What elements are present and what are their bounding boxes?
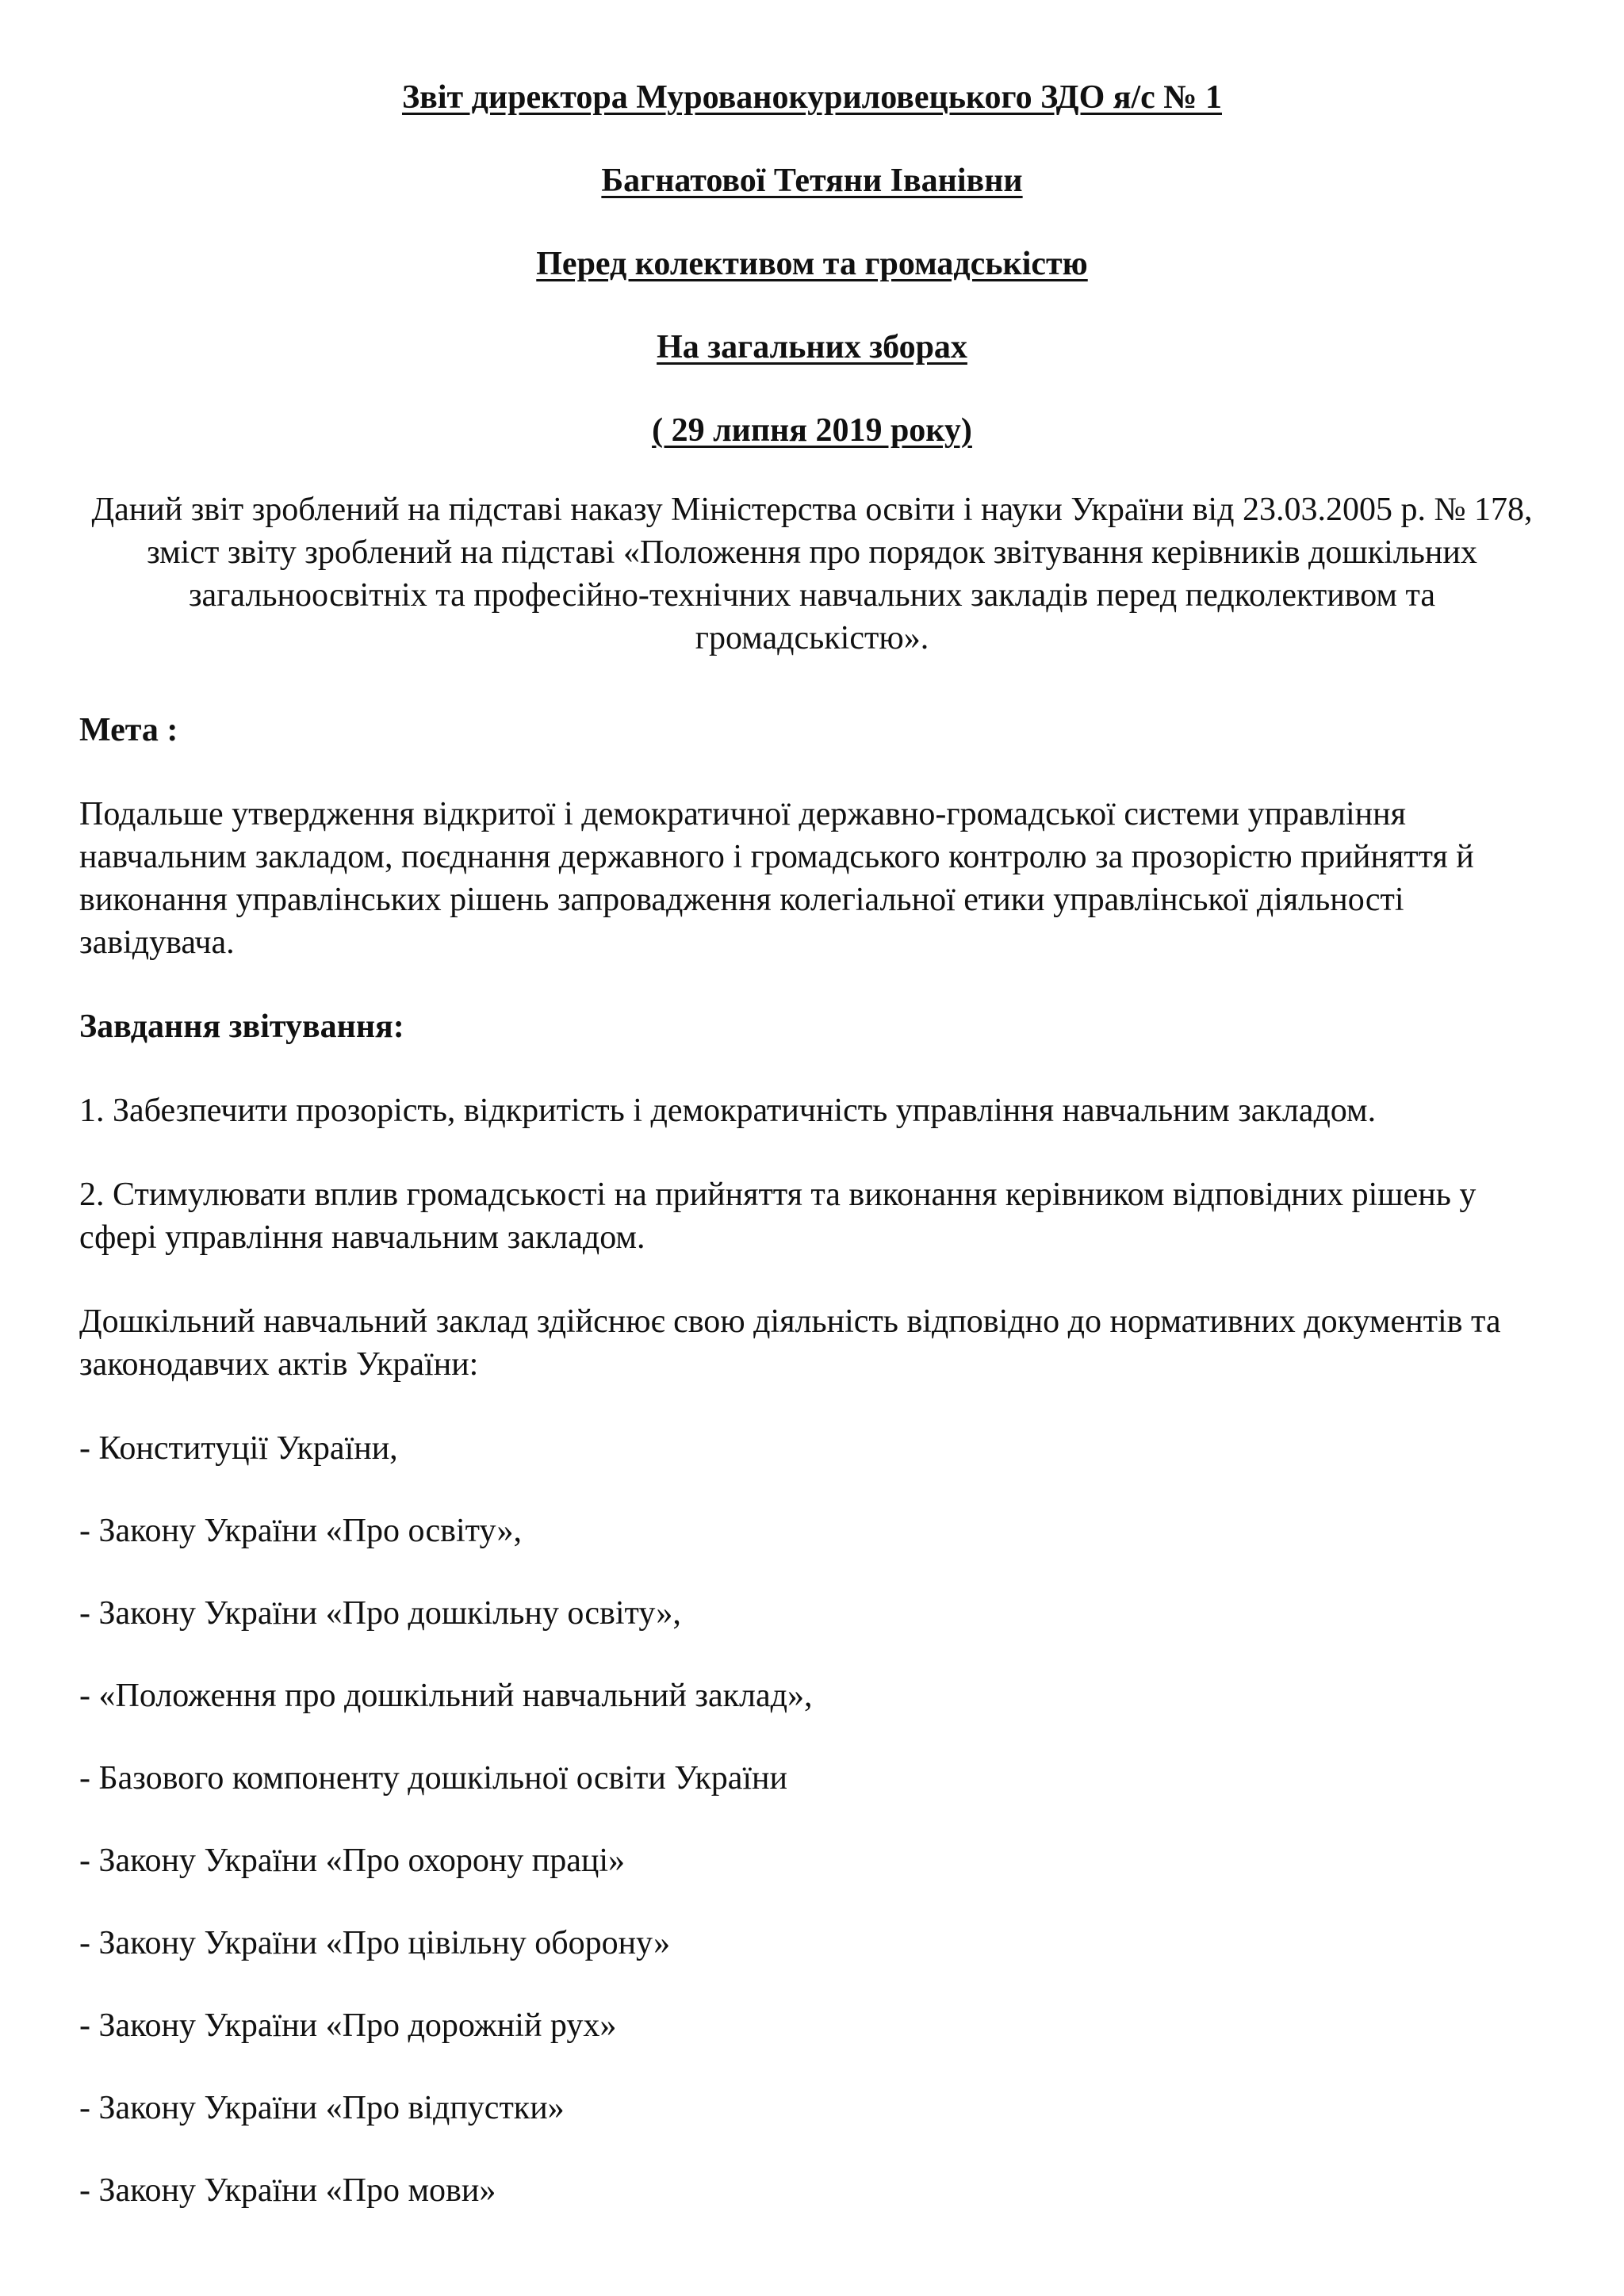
- director-name: Багнатової Тетяни Іванівни: [601, 163, 1023, 199]
- goal-label: Мета :: [79, 712, 178, 748]
- report-date: ( 29 липня 2019 року): [652, 412, 972, 449]
- list-item: - Закону України «Про дошкільну освіту»,: [79, 1595, 681, 1632]
- meeting-line: На загальних зборах: [657, 329, 967, 365]
- list-item: - Закону України «Про дорожній рух»: [79, 2007, 617, 2044]
- list-item: - Закону України «Про відпустки»: [79, 2090, 565, 2126]
- list-item: - Закону України «Про охорону праці»: [79, 1843, 626, 1879]
- report-title: Звіт директора Мурованокуриловецького ЗДО я/с № 1: [401, 79, 1222, 116]
- list-item: - Закону України «Про освіту»,: [79, 1513, 522, 1549]
- list-item: - «Положення про дошкільний навчальний заклад»,: [79, 1678, 813, 1714]
- task-item-1: 1. Забезпечити прозорість, відкритість і демократичність управління навчальним закладом.: [79, 1093, 1377, 1129]
- tasks-label: Завдання звітування:: [79, 1008, 404, 1045]
- basis-paragraph: Дошкільний навчальний заклад здійснює свою діяльність відповідно до нормативних документів та законодавчих актів України:: [79, 1303, 1501, 1383]
- task-item-2: 2. Стимулювати вплив громадськості на прийняття та виконання керівником відповідних рішень у сфері управління навчальним закладом.: [79, 1177, 1477, 1256]
- list-item: - Конституції України,: [79, 1430, 398, 1467]
- laws-list: [79, 1427, 1545, 2212]
- goal-paragraph: Подальше утвердження відкритої і демократичної державно-громадської системи управління навчальним закладом, поєднання державного і громадського контролю за прозорістю прийняття й виконання управлінських рішень запровадження колегіальної етики управлінської діяльності завідувача.: [79, 796, 1474, 961]
- intro-paragraph: Даний звіт зроблений на підставі наказу Міністерства освіти і науки України від 23.03.2005 р. № 178, зміст звіту зроблений на підставі «Положення про порядок звітування керівників дошкільних загальноосвітніх та професійно-технічних навчальних закладів перед педколективом та громадськістю».: [91, 492, 1533, 656]
- audience-line: Перед колективом та громадськістю: [536, 246, 1088, 282]
- list-item: - Закону України «Про цівільну оборону»: [79, 1925, 671, 1961]
- list-item: - Закону України «Про мови»: [79, 2172, 496, 2209]
- list-item: - Базового компоненту дошкільної освіти України: [79, 1760, 788, 1797]
